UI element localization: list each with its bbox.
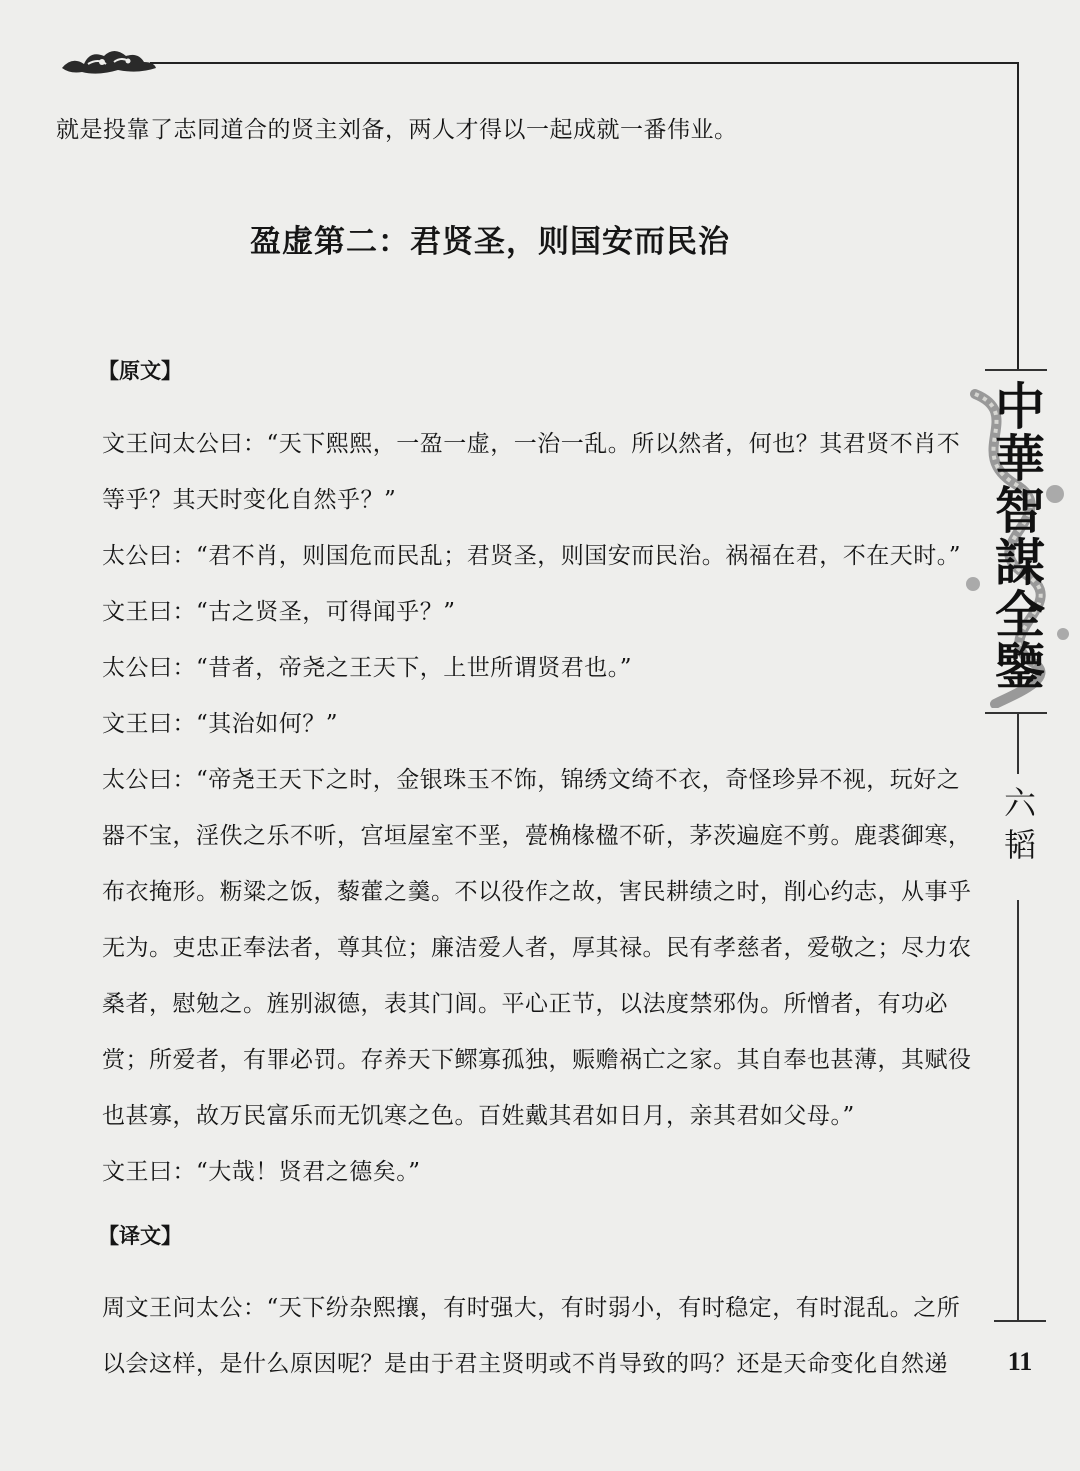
margin-rule-bottom — [1017, 900, 1019, 1320]
page-number: 11 — [1007, 1347, 1033, 1376]
translation-label: 【译文】 — [98, 1223, 182, 1248]
cloud-ornament-icon — [58, 44, 158, 78]
side-title-bottom-rule — [985, 712, 1047, 714]
translation-paragraph: 周文王问太公：“天下纷杂熙攘，有时强大，有时弱小，有时稳定，有时混乱。之所以会这样，是什么原因呢？是由于君主贤明或不肖导致的吗？还是天命变化自然递 — [102, 1295, 961, 1377]
page-number-rule — [994, 1320, 1046, 1322]
original-paragraph: 太公曰：“君不肖，则国危而民乱；君贤圣，则国安而民治。祸福在君，不在天时。” — [102, 543, 962, 569]
original-paragraph: 文王问太公曰：“天下熙熙，一盈一虚，一治一乱。所以然者，何也？其君贤不肖不等乎？其天时变化自然乎？” — [102, 431, 961, 513]
side-title-top-rule — [985, 369, 1047, 371]
book-title: 六韬 — [999, 786, 1037, 870]
original-paragraph: 文王曰：“古之贤圣，可得闻乎？” — [102, 599, 456, 625]
header-rule — [150, 62, 1018, 64]
margin-rule-top — [1017, 62, 1019, 369]
original-paragraph: 文王曰：“其治如何？” — [102, 711, 339, 737]
original-paragraph: 太公曰：“昔者，帝尧之王天下，上世所谓贤君也。” — [102, 655, 633, 681]
chapter-heading: 盈虚第二：君贤圣，则国安而民治 — [250, 224, 730, 260]
original-paragraph: 太公曰：“帝尧王天下之时，金银珠玉不饰，锦绣文绮不衣，奇怪珍异不视，玩好之器不宝，淫佚之乐不听，宫垣屋室不垩，甍桷椽楹不斫，茅茨遍庭不剪。鹿裘御寒，布衣掩形。粝粱之饭，藜藿之羹。不以役作之故，害民耕绩之时，削心约志，从事乎无为。吏忠正奉法者，尊其位；廉洁爱人者，厚其禄。民有孝慈者，爱敬之；尽力农桑者，慰勉之。旌别淑德，表其门闾。平心正节，以法度禁邪伪。所憎者，有功必赏；所爱者，有罪必罚。存养天下鳏寡孤独，赈赡祸亡之家。其自奉也甚薄，其赋役也甚寡，故万民富乐而无饥寒之色。百姓戴其君如日月，亲其君如父母。” — [102, 767, 972, 1129]
lead-paragraph: 就是投靠了志同道合的贤主刘备，两人才得以一起成就一番伟业。 — [56, 117, 738, 143]
original-paragraph: 文王曰：“大哉！贤君之德矣。” — [102, 1159, 421, 1185]
margin-rule-middle — [1017, 712, 1019, 774]
series-title: 中華智謀全鑒 — [987, 380, 1046, 692]
original-text-label: 【原文】 — [98, 358, 182, 383]
